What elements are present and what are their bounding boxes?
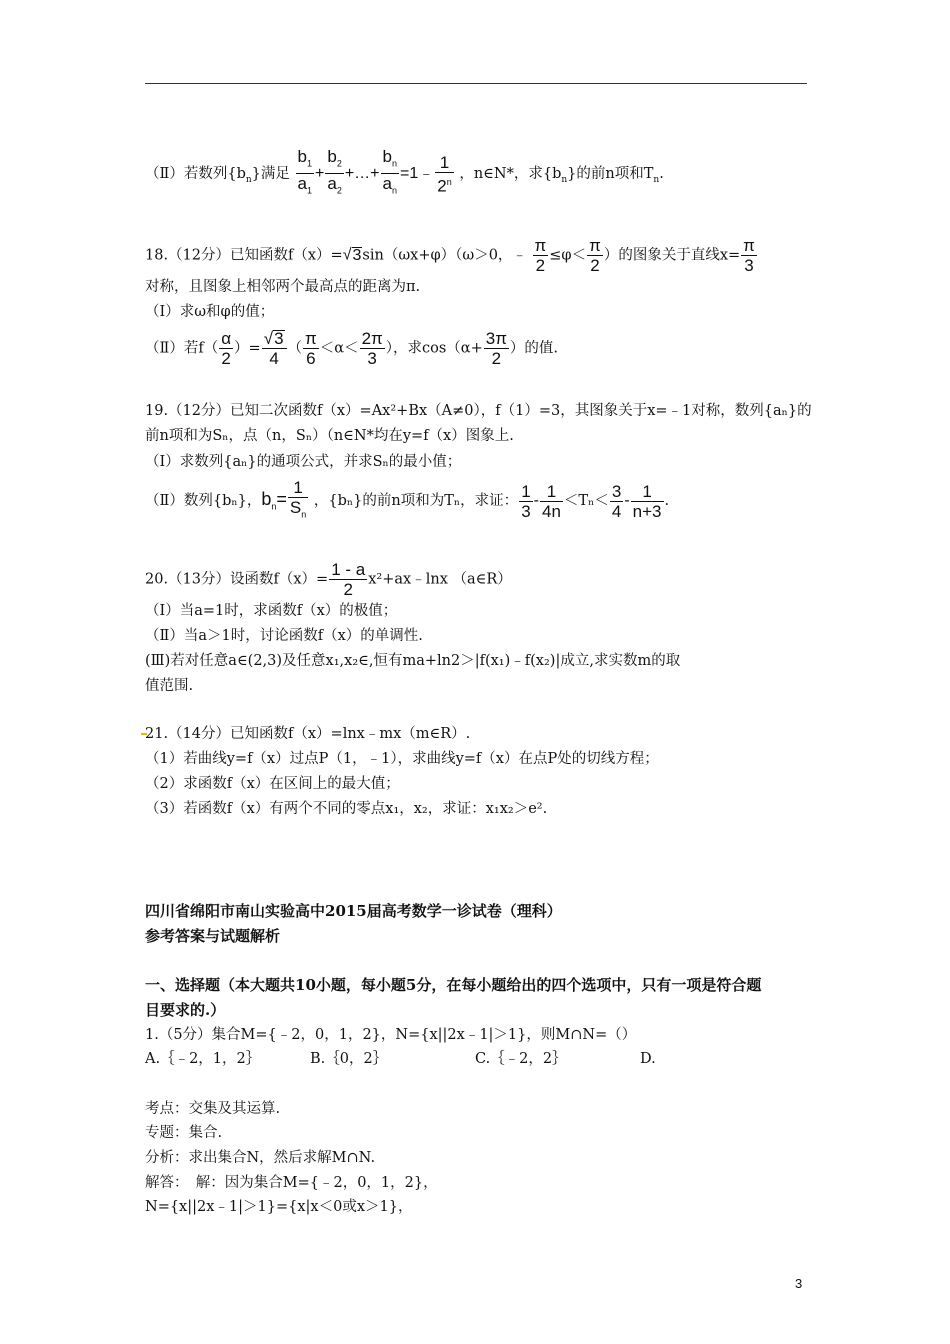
fraction-3pi-2: [484, 329, 509, 368]
frac-sub: n: [301, 509, 307, 520]
frac-num: 1: [546, 481, 557, 501]
frac-num: 1: [293, 478, 303, 497]
frac-sub: 1: [306, 158, 312, 169]
q19-line1: 19.（12分）已知二次函数f（x）=Ax²+Bx（A≠0），f（1）=3，其图象关于x=﹣1对称，数列{aₙ}的: [145, 403, 812, 419]
equals-one-minus: =1﹣: [400, 164, 435, 182]
plus-dots: +…+: [344, 164, 380, 182]
q18-text: ）=: [234, 340, 261, 357]
frac-num: b: [327, 147, 337, 166]
frac-den: S: [289, 498, 302, 517]
frac-num: π: [743, 236, 755, 255]
q17-tail2: }的前n项和T: [567, 165, 654, 182]
frac-den: 6: [303, 348, 319, 368]
frac-sup: n: [446, 176, 452, 187]
q19-line4: [145, 478, 669, 524]
fraction-pi-6: [303, 329, 319, 368]
frac-num: 3π: [485, 329, 507, 348]
section1-heading-line1: 一、选择题（本大题共10小题，每小题5分，在每小题给出的四个选项中，只有一项是符合题: [145, 976, 762, 994]
section1-heading-line2: 目要求的.）: [145, 1001, 226, 1019]
q21-line2: （1）若曲线y=f（x）过点P（1，﹣1），求曲线y=f（x）在点P处的切线方程；: [145, 751, 659, 767]
n-set: N={x||2x﹣1|＞1}={x|x＜0或x＞1}，: [145, 1199, 413, 1215]
fraction-3-4: [610, 482, 623, 521]
q17-sub: n: [653, 174, 660, 185]
fraction-1-3: [519, 482, 532, 521]
fraction-1-n3: [631, 482, 664, 521]
q18-line4: [145, 329, 558, 368]
frac-sub: 2: [336, 185, 342, 196]
fraction-sqrt3-4: $\frac{√3}{4}$: [262, 329, 287, 368]
fraction-1-a-2: [329, 560, 367, 599]
fraction-b1-a1: [296, 147, 314, 201]
q18-text: ≤φ＜: [549, 247, 587, 264]
q19-end: .: [664, 493, 670, 510]
q20-line4: (Ⅲ)若对任意a∈(2,3)及任意x₁,x₂∈,恒有ma+ln2＞|f(x₁)﹣f(x₂)|成立,求实数m的取: [145, 653, 681, 669]
fraction-pi-2: [587, 236, 603, 275]
frac-num: π: [305, 329, 317, 348]
jieda: 解答： 解：因为集合M={﹣2，0，1，2}，: [145, 1175, 438, 1191]
option-d: D.: [640, 1051, 656, 1067]
equals: =: [276, 489, 287, 510]
frac-num: 1: [642, 481, 652, 501]
q19-line3: （Ⅰ）求数列{aₙ}的通项公式，并求Sₙ的最小值；: [145, 454, 462, 470]
frac-den: a: [327, 174, 337, 194]
frac-num: 1: [521, 481, 531, 501]
answers-subtitle: 参考答案与试题解析: [145, 927, 281, 945]
q18-text: ）的图象关于直线x=: [603, 247, 741, 264]
frac-den: 3: [360, 348, 385, 368]
q18-text: ），求cos（α+: [385, 340, 483, 357]
frac-num: 2π: [361, 329, 383, 348]
page-number: 3: [795, 1276, 803, 1291]
frac-den: 3: [741, 255, 757, 275]
q18-text: sin（ωx+φ）（ω＞0，﹣: [362, 247, 527, 264]
frac-den: 4: [611, 501, 622, 521]
sqrt-radicand: 3: [352, 246, 362, 264]
fraction-b2-a2: [325, 147, 343, 201]
q17-end: .: [659, 165, 664, 182]
q19-text: ＜Tₙ＜: [563, 493, 609, 510]
frac-sub: 1: [306, 185, 312, 196]
fraction-2pi-3: [360, 329, 385, 368]
frac-num: π: [534, 236, 547, 255]
bn-symbol: b: [261, 489, 272, 510]
fraction-pi-2: [533, 236, 549, 275]
q18-text: （: [287, 340, 303, 357]
frac-num: b: [382, 147, 392, 166]
frac-den: 4n: [541, 501, 561, 521]
question1: 1.（5分）集合M={﹣2，0，1，2}，N={x||2x﹣1|＞1}，则M∩N=（）: [145, 1027, 637, 1043]
frac-sub: n: [391, 185, 397, 196]
sqrt-radicand: 3: [274, 329, 284, 348]
q18-text: ＜α＜: [319, 340, 359, 357]
fenxi: 分析：求出集合N，然后求解M∩N.: [145, 1150, 376, 1166]
fraction-1-2n: [435, 153, 453, 196]
q21-line3: （2）求函数f（x）在区间上的最大值；: [145, 776, 400, 792]
q17-tail: ，n∈N*，求{b: [459, 165, 562, 182]
frac-num: b: [297, 147, 307, 166]
kaodian: 考点：交集及其运算.: [145, 1101, 281, 1117]
q21-line1: 21.（14分）已知函数f（x）=lnx﹣mx（m∈R）.: [145, 726, 471, 742]
frac-den: 2: [533, 255, 549, 275]
fraction-alpha-2: [219, 329, 233, 368]
frac-den: 2: [437, 176, 447, 196]
option-b: B.｛0，2｝: [310, 1051, 388, 1067]
q19-line2: 前n项和为Sₙ，点（n，Sₙ）（n∈N*均在y=f（x）图象上.: [145, 428, 514, 444]
frac-den: 2: [329, 579, 367, 599]
frac-den: 4: [262, 348, 287, 368]
q19-text: （Ⅱ）数列{bₙ}，: [145, 493, 262, 510]
q20-line1: [145, 560, 512, 599]
q18-line1: 18.（12分）已知函数f（x）=√3sin（ωx+φ）（ω＞0，﹣ $\frac{\pi}{2}$ ≤φ＜ $\frac{\pi}{2}$ ）的图象关于直线x= $\frac{\pi}{3}$: [145, 236, 755, 275]
frac-sub: 2: [336, 158, 342, 169]
fraction-1-sn: [288, 478, 308, 524]
option-c: C.｛﹣2，2｝: [475, 1051, 567, 1067]
fraction-1-4n: [540, 482, 563, 521]
frac-den: 2: [484, 348, 509, 368]
zhuanti: 专题：集合.: [145, 1125, 223, 1141]
option-a: A.｛﹣2，1，2｝: [145, 1051, 261, 1067]
q17-text-b: }满足: [251, 165, 290, 182]
frac-den: a: [297, 174, 307, 194]
q17-sub: n: [561, 174, 568, 185]
frac-num: 1: [439, 152, 450, 172]
bn-sub: n: [271, 501, 277, 512]
q20-line2: （Ⅰ）当a=1时，求函数f（x）的极值；: [145, 603, 398, 619]
q20-text: 20.（13分）设函数f（x）=: [145, 571, 329, 588]
frac-den: n+3: [632, 501, 662, 521]
q17-part2: （Ⅱ）若数列$\{b_n\}$满足 $\frac{b_1}{a_1}$ + $\frac{b_2}{a_2}$ +…+ $\frac{b_n}{a_n}$ =1﹣ $\frac{1}{2^n}$ ，n∈N*，求$\{b_n\}$的前n项和$T_n$.: [145, 147, 664, 201]
frac-den: 2: [587, 255, 603, 275]
fraction-pi-3: [741, 236, 757, 275]
q21-line4: （3）若函数f（x）有两个不同的零点x₁，x₂，求证：x₁x₂＞e².: [145, 801, 548, 817]
q20-text: x²+ax﹣lnx （a∈R）: [368, 571, 512, 588]
frac-sub: n: [391, 158, 397, 169]
header-rule: [145, 83, 807, 84]
q18-line2: 对称，且图象上相邻两个最高点的距离为π.: [145, 279, 421, 295]
q17-text-a: （Ⅱ）若数列{b: [145, 165, 246, 182]
q17-sub: n: [245, 174, 252, 185]
q18-text: （Ⅱ）若f（: [145, 340, 219, 357]
minus: -: [533, 492, 539, 510]
frac-num: 1 - a: [331, 560, 366, 579]
q19-text: ，{bₙ}的前n项和为Tₙ，求证：: [313, 493, 519, 510]
frac-num: π: [589, 236, 601, 255]
q20-line5: 值范围.: [145, 678, 194, 694]
frac-num: 3: [611, 481, 622, 501]
frac-den: a: [382, 174, 392, 194]
minus: -: [624, 492, 630, 510]
q20-line3: （Ⅱ）当a＞1时，讨论函数f（x）的单调性.: [145, 628, 423, 644]
frac-num: α: [221, 329, 232, 348]
q18-text: 18.（12分）已知函数f（x）=: [145, 247, 343, 264]
fraction-bn-an: [381, 147, 399, 201]
answers-title: 四川省绵阳市南山实验高中2015届高考数学一诊试卷（理科）: [145, 902, 562, 920]
q18-line3: （Ⅰ）求ω和φ的值；: [145, 304, 275, 320]
q18-text: ）的值.: [509, 340, 559, 357]
frac-den: 2: [219, 348, 233, 368]
frac-den: 3: [521, 501, 531, 521]
